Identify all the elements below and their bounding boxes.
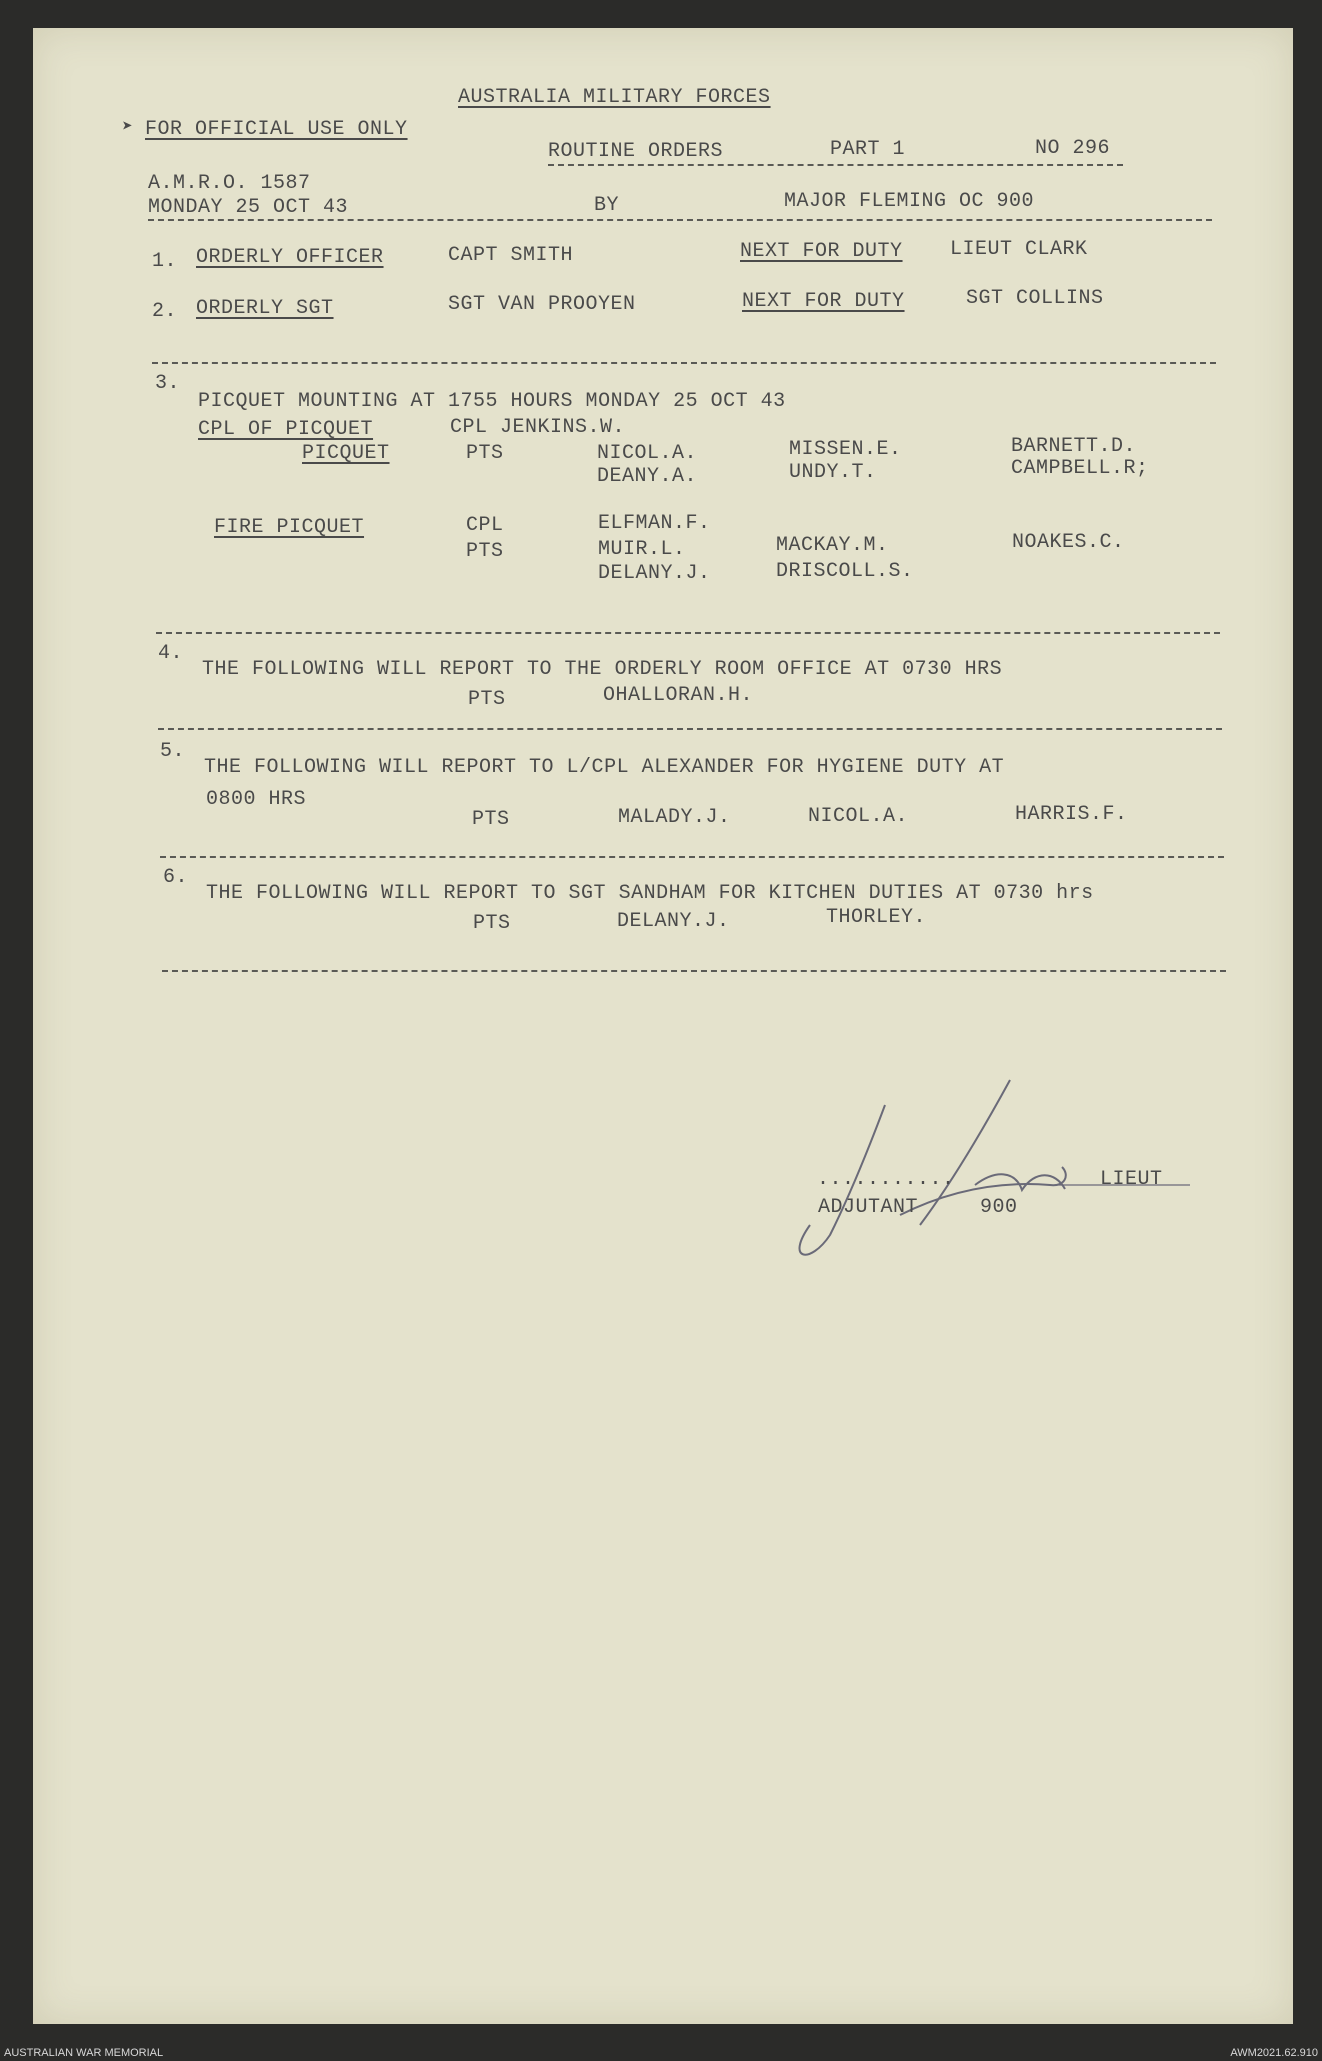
item-1-next-label: NEXT FOR DUTY [740,240,903,263]
item-6-member: DELANY.J. [617,910,730,933]
footer-source: AUSTRALIAN WAR MEMORIAL [4,2047,164,2059]
picquet-member: BARNETT.D. [1011,435,1137,458]
item-5-member: NICOL.A. [808,805,909,828]
header-underline [548,164,1123,166]
item-5-text-continued: 0800 HRS [206,788,307,811]
item-2-role: ORDERLY SGT [196,297,334,320]
item-5-text: THE FOLLOWING WILL REPORT TO L/CPL ALEXANDER FOR HYGIENE DUTY AT [204,756,1005,779]
order-date: MONDAY 25 OCT 43 [148,196,349,219]
picquet-member: NICOL.A. [597,442,698,465]
signature-rank: LIEUT [1100,1168,1163,1191]
item-6-rank: PTS [473,912,511,935]
fire-picquet-member: DRISCOLL.S. [776,560,914,583]
item-1-number: 1. [152,250,178,273]
section-rule-5 [162,970,1226,972]
item-2-next-label: NEXT FOR DUTY [742,290,905,313]
section-rule-4 [160,856,1224,858]
fire-picquet-member: DELANY.J. [598,562,711,585]
signature-title: ADJUTANT [818,1196,919,1219]
picquet-member: MISSEN.E. [789,438,902,461]
item-2-name: SGT VAN PROOYEN [448,293,636,316]
by-label: BY [594,194,620,217]
footer-reference: AWM2021.62.910 [1230,2047,1318,2059]
picquet-member: UNDY.T. [789,461,877,484]
fire-picquet-member: MACKAY.M. [776,534,889,557]
item-1-next-name: LIEUT CLARK [950,238,1088,261]
fire-picquet-rank-cpl: CPL [466,514,504,537]
arrow-mark-icon: ➤ [122,118,134,138]
section-rule-1 [152,362,1216,364]
item-5-number: 5. [160,740,186,763]
fire-picquet-label: FIRE PICQUET [214,516,365,539]
picquet-member: CAMPBELL.R; [1011,457,1149,480]
section-rule-2 [156,632,1220,634]
picquet-rank: PTS [466,442,504,465]
item-5-member: MALADY.J. [618,806,731,829]
item-2-number: 2. [152,300,178,323]
picquet-label: PICQUET [302,442,390,465]
item-1-name: CAPT SMITH [448,244,574,267]
item-4-member: OHALLORAN.H. [603,684,754,707]
part-label: PART 1 [830,138,906,161]
item-4-rank: PTS [468,688,506,711]
date-rule [148,219,1212,221]
official-use-label: FOR OFFICIAL USE ONLY [145,118,408,141]
item-2-next-name: SGT COLLINS [966,287,1104,310]
item-3-heading: PICQUET MOUNTING AT 1755 HOURS MONDAY 25 OCT 43 [198,390,786,413]
picquet-member: DEANY.A. [597,465,698,488]
signature-dots: ........... [817,1168,955,1191]
item-6-number: 6. [163,866,189,889]
cpl-of-picquet-name: CPL JENKINS.W. [450,416,626,439]
fire-picquet-rank-pts: PTS [466,540,504,563]
item-6-member: THORLEY. [826,906,927,929]
section-rule-3 [158,728,1222,730]
cpl-of-picquet-label: CPL OF PICQUET [198,418,374,441]
order-number: NO 296 [1035,137,1111,160]
fire-picquet-member: MUIR.L. [598,538,686,561]
item-6-text: THE FOLLOWING WILL REPORT TO SGT SANDHAM FOR KITCHEN DUTIES AT 0730 hrs [206,882,1094,905]
item-4-text: THE FOLLOWING WILL REPORT TO THE ORDERLY ROOM OFFICE AT 0730 HRS [202,658,1003,681]
item-4-number: 4. [158,642,184,665]
amro-number: A.M.R.O. 1587 [148,172,311,195]
signature-unit: 900 [980,1196,1018,1219]
document-title: AUSTRALIA MILITARY FORCES [458,86,771,109]
fire-picquet-member: NOAKES.C. [1012,531,1125,554]
document-page [33,28,1293,2024]
by-name: MAJOR FLEMING OC 900 [784,190,1035,213]
fire-picquet-member: ELFMAN.F. [598,512,711,535]
routine-orders-label: ROUTINE ORDERS [548,140,724,163]
item-3-number: 3. [155,372,181,395]
item-5-rank: PTS [472,808,510,831]
item-5-member: HARRIS.F. [1015,803,1128,826]
item-1-role: ORDERLY OFFICER [196,246,384,269]
